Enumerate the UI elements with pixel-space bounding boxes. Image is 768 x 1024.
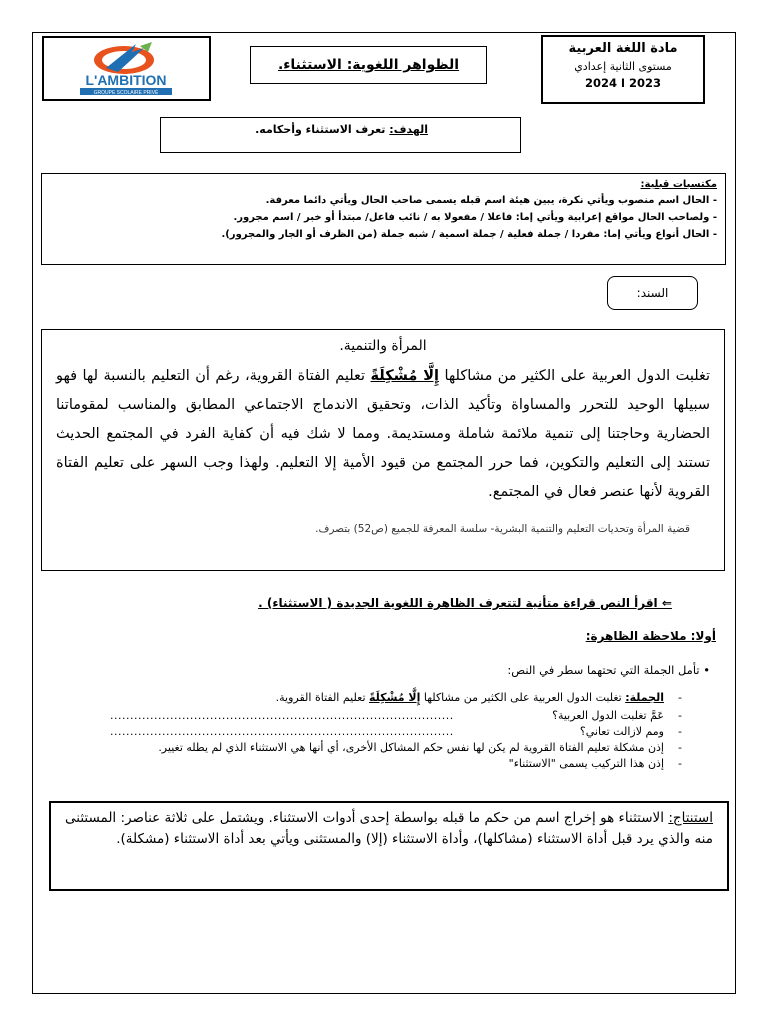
dash-icon: - — [678, 709, 682, 722]
prior-heading: مكتسبات قبلية: — [640, 179, 717, 190]
subject-name: مادة اللغة العربية — [568, 41, 678, 56]
passage-paragraph — [56, 362, 710, 507]
question-1: عَمَّ تغلبت الدول العربية؟ — [552, 709, 664, 722]
logo-box — [42, 36, 211, 101]
dash-icon: - — [678, 741, 682, 754]
logo-subtext: GROUPE SCOLAIRE PRIVÉ — [93, 90, 159, 96]
list-item — [64, 724, 682, 740]
sentence-label: الجملة: — [625, 691, 664, 704]
lesson-title-box — [250, 46, 487, 84]
sentence-before: تغلبت الدول العربية على الكثير من مشاكلها — [423, 691, 622, 704]
answer-line[interactable]: ...................................................................................... — [110, 709, 454, 722]
goal-text: تعرف الاستثناء وأحكامه. — [255, 123, 386, 136]
observation-heading: أولا: ملاحظة الظاهرة: — [585, 629, 716, 643]
prior-item: - ولصاحب الحال مواقع إعرابية ويأتي إما: فاعلا / مفعولا به / نائب فاعل/ مبتدأ أو خبر / اسم مجرور. — [233, 212, 717, 223]
sanad-label: السند: — [607, 276, 698, 310]
level: مستوى الثانية إعدادي — [574, 60, 672, 73]
conclusion-box — [49, 801, 729, 891]
lesson-title: الظواهر اللغوية: الاستثناء. — [277, 57, 460, 73]
passage-before: تغلبت الدول العربية على الكثير من مشاكلها — [444, 368, 711, 384]
goal-box — [160, 117, 521, 153]
bullet-icon: • — [703, 663, 710, 677]
conclusion-label: استنتاج: — [668, 810, 713, 826]
passage-after: تعليم الفتاة القروية، رغم أن التعليم بالنسبة لها فهو سبيلها الوحيد للتحرر والمساواة وتأكيد الذات، وتحقيق الاندماج الاجتماعي المطابق والمناسب لمقوماتنا الحضارية وحاجتنا إلى تنمية ملائمة شاملة ومستديمة. ومما لا شك فيه أن كفاية الفرد في المجتمع الحديث تستند إلى التعليم والتكوين، فما حرر المجتمع من قيود الأمية إلا التعليم. ولهذا وجب السهر على تعليم الفتاة القروية لأنها عنصر فعال في المجتمع. — [56, 368, 710, 500]
question-4: إذن هذا التركيب يسمى "الاستثناء" — [508, 757, 664, 770]
observation-bullet — [507, 663, 710, 677]
goal-label: الهدف: — [389, 123, 428, 136]
sentence-highlight: إِلَّا مُشْكِلَةً — [369, 691, 421, 704]
question-list — [64, 690, 682, 772]
sentence-after: تعليم الفتاة القروية. — [275, 691, 366, 704]
subject-box — [541, 35, 705, 104]
passage-source: قضية المرأة وتحديات التعليم والتنمية البشرية- سلسة المعرفة للجميع (ص52) بتصرف. — [315, 523, 690, 535]
school-year: 2023 ا 2024 — [585, 76, 661, 90]
dash-icon: - — [678, 725, 682, 738]
passage-box — [41, 329, 725, 571]
dash-icon: - — [678, 757, 682, 770]
question-3: إذن مشكلة تعليم الفتاة القروية لم يكن لها نفس حكم المشاكل الأخرى، أي أنها هي الاستثناء الذي لم يطله تغيير. — [158, 741, 664, 754]
reading-instruction: ⇐ اقرأ النص قراءة متأنية لتتعرف الظاهرة اللغوية الجديدة ( الاستثناء) . — [258, 596, 672, 610]
dash-icon: - — [678, 691, 682, 704]
passage-highlight: إِلَّا مُشْكِلَةً — [370, 368, 440, 384]
answer-line[interactable]: ...................................................................................... — [110, 725, 454, 738]
list-item — [64, 690, 682, 706]
question-2: ومم لازالت تعاني؟ — [579, 725, 664, 738]
logo-text: L'AMBITION — [85, 72, 167, 88]
school-logo — [44, 38, 209, 99]
list-item — [64, 708, 682, 724]
prior-knowledge-box — [41, 173, 726, 265]
sentence — [276, 690, 664, 706]
conclusion-text: الاستثناء هو إخراج اسم من حكم ما قبله بواسطة إحدى أدوات الاستثناء. ويشتمل على ثلاثة عناصر: المستثنى منه والذي يرد قبل أداة الاستثناء (مشاكلها)، وأداة الاستثناء (إلا) والمستثنى ويأتي بعد أداة الاستثناء (مشكلة). — [65, 810, 713, 847]
list-item — [64, 740, 682, 756]
list-item — [64, 756, 682, 772]
prior-item: - الحال أنواع ويأتي إما: مفردا / جملة فعلية / جملة اسمية / شبه جملة (من الظرف أو الجار والمجرور). — [221, 229, 717, 240]
bullet-text: تأمل الجملة التي تحتهما سطر في النص: — [507, 663, 700, 677]
prior-item: - الحال اسم منصوب ويأتي نكرة، يبين هيئة اسم قبله يسمى صاحب الحال ويأتي دائما معرفة. — [265, 195, 717, 206]
passage-title: المرأة والتنمية. — [339, 338, 427, 354]
